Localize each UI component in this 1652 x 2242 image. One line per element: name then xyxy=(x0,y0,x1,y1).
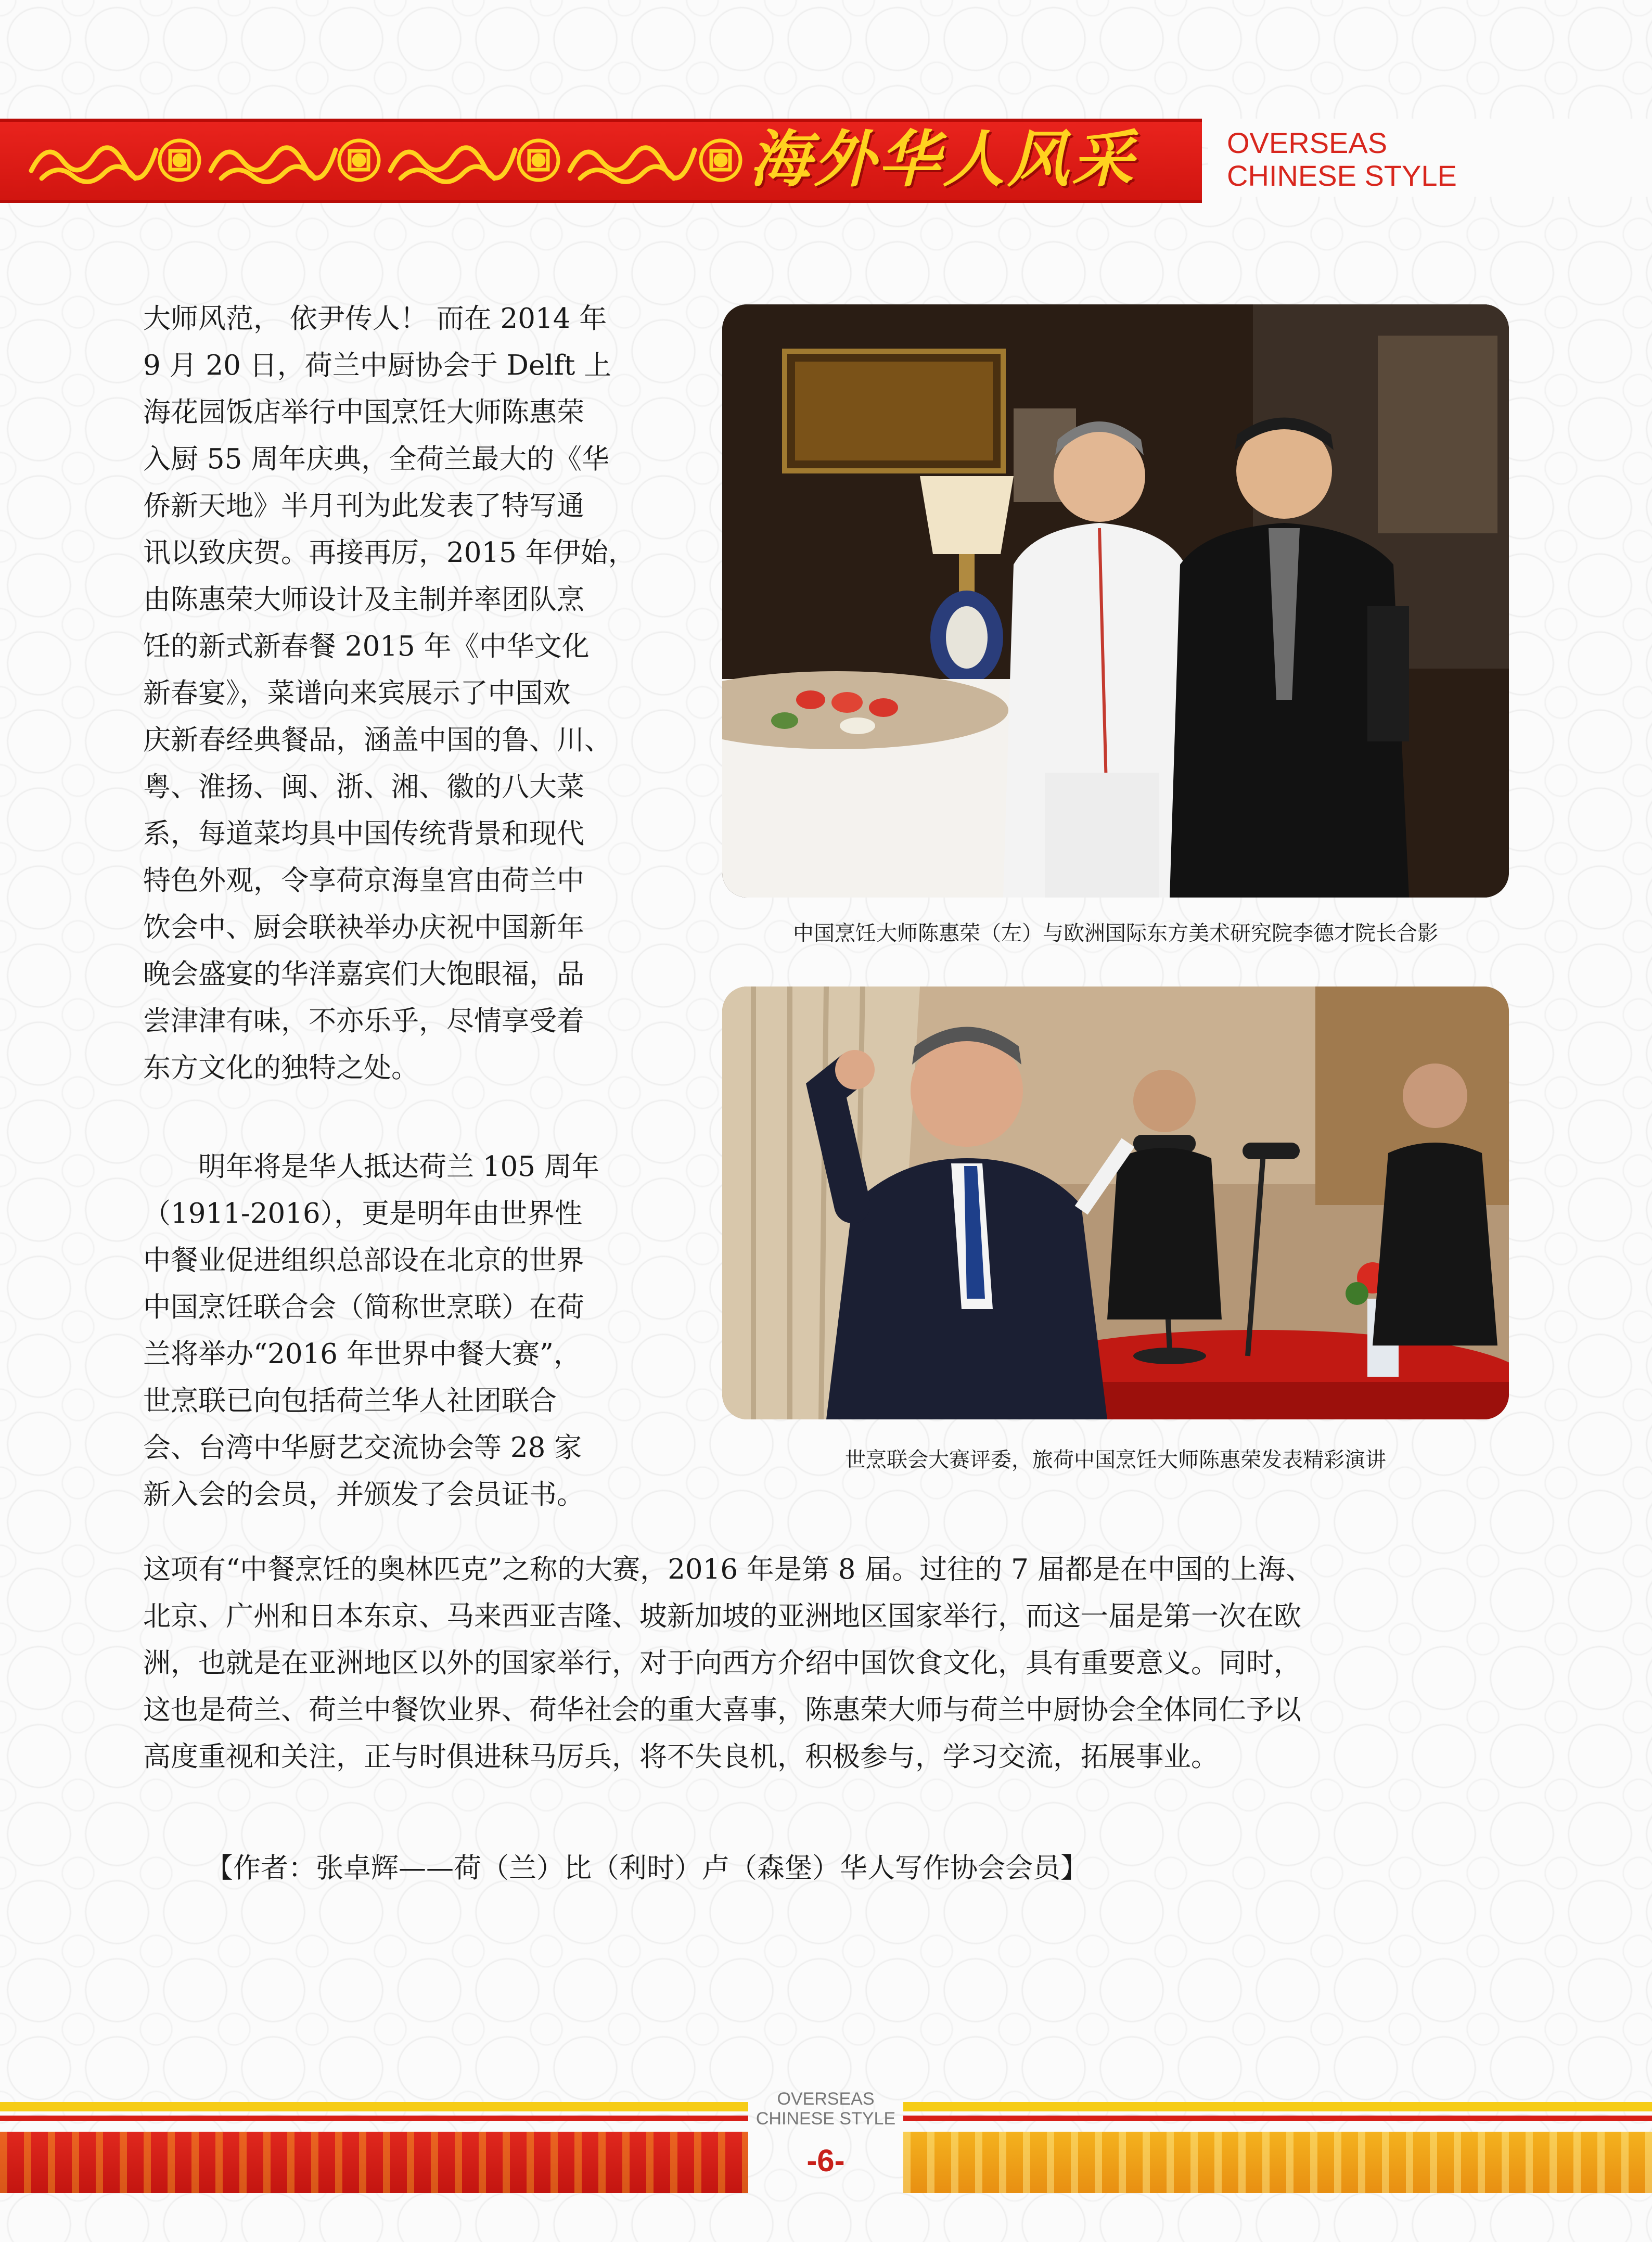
column-text-line: 入厨 55 周年庆典，全荷兰最大的《华 xyxy=(143,443,610,475)
column-text-line: 侨新天地》半月刊为此发表了特写通 xyxy=(143,490,584,522)
dragon-ornament-2 xyxy=(211,148,336,182)
section-title-en-line2: CHINESE STYLE xyxy=(1227,159,1457,192)
column-text-line: 海花园饭店举行中国烹饪大师陈惠荣 xyxy=(143,396,584,428)
body-text-line: 这项有“中餐烹饪的奥林匹克”之称的大赛，2016 年是第 8 届。过往的 7 届都是在中国的上海、 xyxy=(143,1554,1313,1585)
knot-ornament-3 xyxy=(519,140,558,180)
footer-rule xyxy=(0,2102,748,2111)
photo-chef-with-director xyxy=(722,304,1509,898)
photo-caption-2: 世烹联会大赛评委，旅荷中国烹饪大师陈惠荣发表精彩演讲 xyxy=(845,1449,1386,1471)
footer-brand-line2: CHINESE STYLE xyxy=(755,2109,896,2129)
knot-ornament-4 xyxy=(701,140,740,180)
dragon-ornament-row xyxy=(26,134,749,186)
knot-ornament-2 xyxy=(339,140,379,180)
column-text-line: 特色外观，令享荷京海皇宫由荷兰中 xyxy=(143,865,584,896)
column-text-line: 中国烹饪联合会（简称世烹联）在荷 xyxy=(143,1291,584,1323)
column-text-line: 兰将举办“2016 年世界中餐大赛”， xyxy=(143,1338,581,1370)
section-title-en-line1: OVERSEAS xyxy=(1227,126,1388,159)
column-text-line: 会、台湾中华厨艺交流协会等 28 家 xyxy=(143,1432,582,1464)
column-text-line: 明年将是华人抵达荷兰 105 周年 xyxy=(143,1151,599,1183)
column-text-line: 饮会中、厨会联袂举办庆祝中国新年 xyxy=(143,912,584,943)
footer-rule xyxy=(903,2102,1652,2111)
knot-ornament-1 xyxy=(160,140,199,180)
column-text-line: 讯以致庆贺。再接再厉，2015 年伊始， xyxy=(143,537,636,569)
column-text-line: 由陈惠荣大师设计及主制并率团队烹 xyxy=(143,584,584,616)
footer-ornament-band xyxy=(0,2132,748,2193)
column-text-line: 庆新春经典餐品，涵盖中国的鲁、川、 xyxy=(143,724,612,756)
column-text-line: 9 月 20 日，荷兰中厨协会于 Delft 上 xyxy=(143,350,612,381)
column-text-line: 晚会盛宴的华洋嘉宾们大饱眼福，品 xyxy=(143,958,584,990)
body-text-line: 北京、广州和日本东京、马来西亚吉隆、坡新加坡的亚洲地区国家举行，而这一届是第一次在欧 xyxy=(143,1600,1301,1632)
body-text-line: 高度重视和关注，正与时俱进秣马厉兵，将不失良机，积极参与，学习交流，拓展事业。 xyxy=(143,1741,1219,1773)
column-text-line: 饪的新式新春餐 2015 年《中华文化 xyxy=(143,631,590,662)
column-text-line: 新春宴》，菜谱向来宾展示了中国欢 xyxy=(143,677,571,709)
column-text-line: 世烹联已向包括荷兰华人社团联合 xyxy=(143,1385,557,1417)
body-text-line: 这也是荷兰、荷兰中餐饮业界、荷华社会的重大喜事，陈惠荣大师与荷兰中厨协会全体同仁予以 xyxy=(143,1694,1301,1726)
photo-caption-1: 中国烹饪大师陈惠荣（左）与欧洲国际东方美术研究院李德才院长合影 xyxy=(793,922,1438,945)
photo-chef-speech xyxy=(722,987,1509,1419)
author-credit: 【作者：张卓辉——荷（兰）比（利时）卢（森堡）华人写作协会会员】 xyxy=(206,1852,1088,1884)
dragon-ornament-4 xyxy=(570,148,695,182)
dragon-ornament-3 xyxy=(390,148,515,182)
column-text-line: 粤、淮扬、闽、浙、湘、徽的八大菜 xyxy=(143,771,584,803)
body-text-line: 洲，也就是在亚洲地区以外的国家举行，对于向西方介绍中国饮食文化，具有重要意义。同时， xyxy=(143,1647,1301,1679)
page-number: -6- xyxy=(806,2143,845,2178)
column-text-line: 新入会的会员，并颁发了会员证书。 xyxy=(143,1479,584,1510)
column-text-line: 东方文化的独特之处。 xyxy=(143,1052,419,1084)
column-text-line: 系，每道菜均具中国传统背景和现代 xyxy=(143,818,584,850)
column-text-line: （1911-2016），更是明年由世界性 xyxy=(143,1198,583,1229)
column-text-line: 大师风范， 依尹传人！ 而在 2014 年 xyxy=(143,303,607,335)
column-text-line: 中餐业促进组织总部设在北京的世界 xyxy=(143,1245,584,1276)
footer-rule xyxy=(0,2116,748,2121)
column-text-line: 尝津津有味，不亦乐乎，尽情享受着 xyxy=(143,1005,584,1037)
footer-rule xyxy=(903,2116,1652,2121)
dragon-ornament-1 xyxy=(31,148,156,182)
footer-ornament-band xyxy=(903,2132,1652,2193)
section-title: 海外华人风采 xyxy=(749,123,1137,195)
footer-brand-line1: OVERSEAS xyxy=(777,2089,875,2109)
